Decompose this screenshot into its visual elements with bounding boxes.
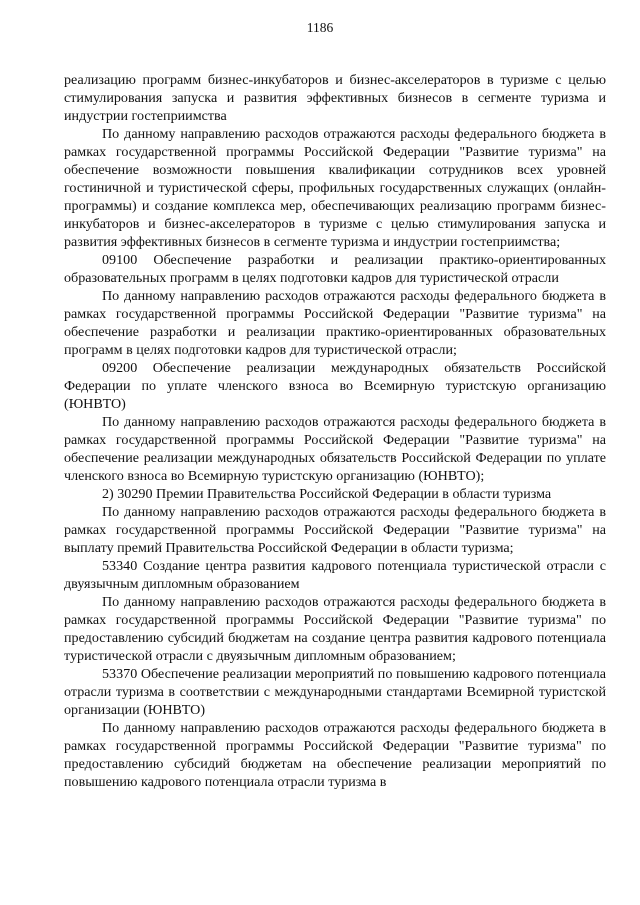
paragraph: реализацию программ бизнес-инкубаторов и бизнес-акселераторов в туризме с целью стимулирования запуска и развития эффективных бизнесов в сегменте туризма и индустрии гостеприимства (64, 72, 606, 124)
paragraph: По данному направлению расходов отражаются расходы федерального бюджета в рамках государственной программы Российской Федерации "Развитие туризма" по предоставлению субсидий бюджетам на обеспечение реализации мероприятий по повышению кадрового потенциала отрасли туризма в (64, 720, 606, 790)
section-heading-30290: 2) 30290 Премии Правительства Российской Федерации в области туризма (102, 486, 552, 502)
paragraph: По данному направлению расходов отражаются расходы федерального бюджета в рамках государственной программы Российской Федерации "Развитие туризма" на обеспечение реализации международных обязательств Российской Федерации по уплате членского взноса во Всемирную туристскую организацию (ЮНВТО); (64, 414, 606, 484)
section-heading-53340: 53340 Создание центра развития кадрового потенциала туристической отрасли с двуязычным дипломным образованием (64, 558, 606, 592)
section-heading-09100: 09100 Обеспечение разработки и реализации практико-ориентированных образовательных программ в целях подготовки кадров для туристической отрасли (64, 252, 606, 286)
paragraph: По данному направлению расходов отражаются расходы федерального бюджета в рамках государственной программы Российской Федерации "Развитие туризма" на обеспечение разработки и реализации практико-ориентированных образовательных программ в целях подготовки кадров для туристической отрасли; (64, 288, 606, 358)
paragraph: По данному направлению расходов отражаются расходы федерального бюджета в рамках государственной программы Российской Федерации "Развитие туризма" на обеспечение возможности повышения квалификации сотрудников всех уровней гостиничной и туристической сферы, профильных государственных служащих (онлайн-программы) и создание комплекса мер, обеспечивающих реализацию программ бизнес-инкубаторов и бизнес-акселераторов в туризме с целью стимулирования запуска и развития эффективных бизнесов в сегменте туризма и индустрии гостеприимства; (64, 126, 606, 250)
paragraph: По данному направлению расходов отражаются расходы федерального бюджета в рамках государственной программы Российской Федерации "Развитие туризма" на выплату премий Правительства Российской Федерации в области туризма; (64, 504, 606, 556)
section-heading-09200: 09200 Обеспечение реализации международных обязательств Российской Федерации по уплате членского взноса во Всемирную туристскую организацию (ЮНВТО) (64, 360, 606, 412)
page-number: 1186 (306, 20, 334, 35)
document-body (64, 71, 606, 791)
paragraph: По данному направлению расходов отражаются расходы федерального бюджета в рамках государственной программы Российской Федерации "Развитие туризма" по предоставлению субсидий бюджетам на создание центра развития кадрового потенциала туристической отрасли с двуязычным дипломным образованием; (64, 594, 606, 664)
section-heading-53370: 53370 Обеспечение реализации мероприятий по повышению кадрового потенциала отрасли туризма в соответствии с международными стандартами Всемирной туристской организации (ЮНВТО) (64, 666, 606, 718)
